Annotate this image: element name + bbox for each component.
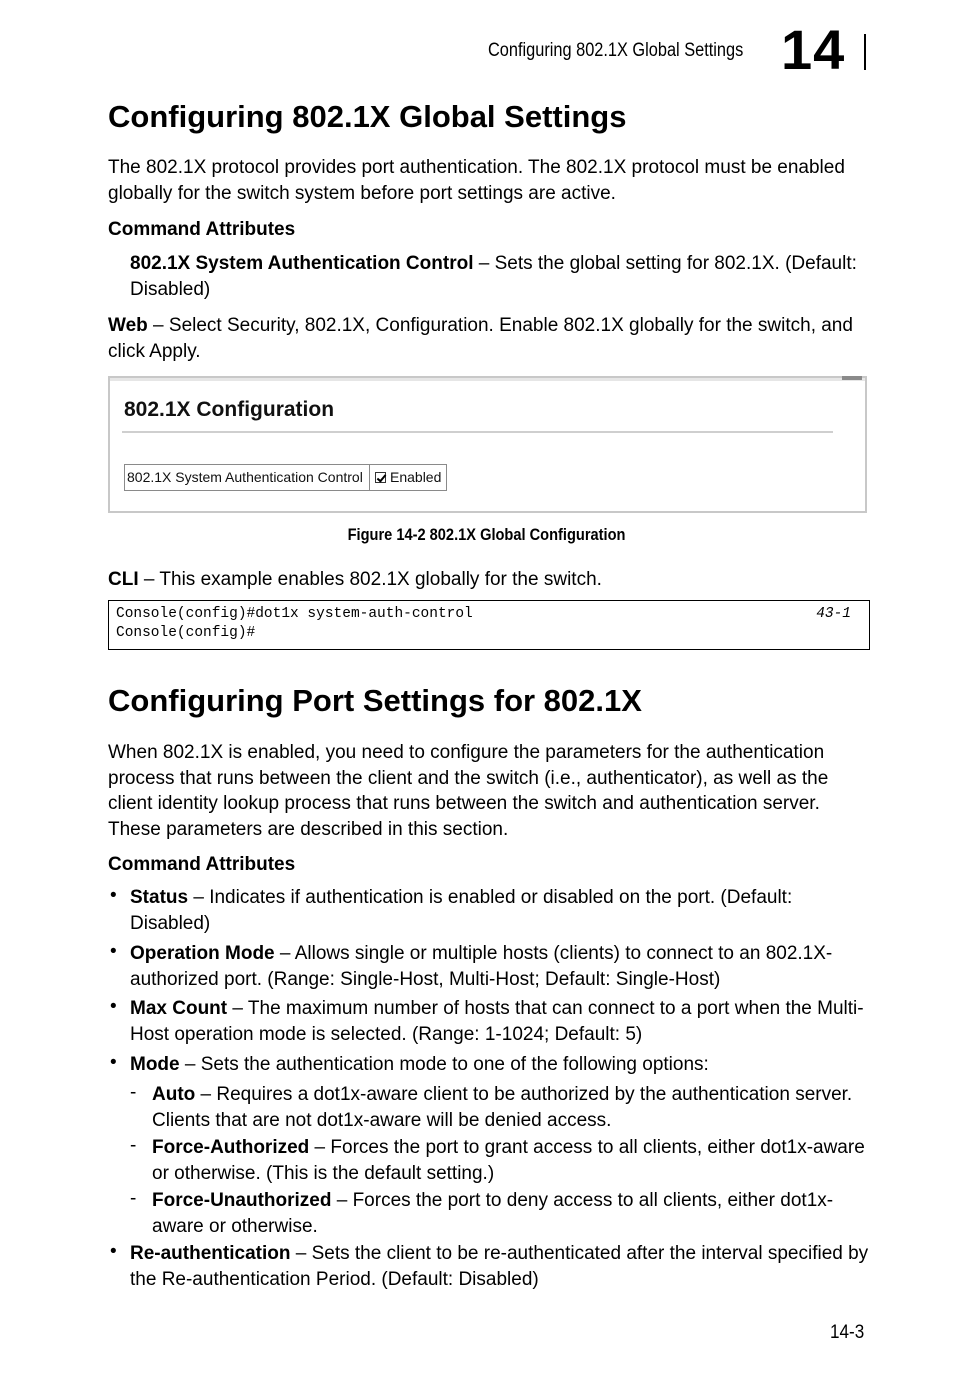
cli-code-block xyxy=(108,600,870,650)
item-term: Operation Mode xyxy=(130,943,275,964)
chapter-number: 14 xyxy=(781,18,846,81)
sub-item-term: Force-Unauthorized xyxy=(152,1190,332,1211)
list-item-operation-mode xyxy=(130,941,870,992)
cli-intro xyxy=(108,567,868,593)
figure-panel-title: 802.1X Configuration xyxy=(124,398,335,421)
sub-item-auto xyxy=(152,1082,872,1133)
item-desc: – The maximum number of hosts that can connect to a port when the Multi-Host operation mode is selected. (Range: 1-1024; Default: 5) xyxy=(130,998,864,1045)
bullet-marker: • xyxy=(110,885,117,906)
sub-item-force-authorized xyxy=(152,1135,872,1186)
sub-item-desc: – Forces the port to deny access to all clients, either dot1x-aware or otherwise. xyxy=(152,1190,834,1237)
bullet-marker: • xyxy=(110,1241,117,1262)
item-term: Mode xyxy=(130,1054,180,1075)
attribute-system-auth-control xyxy=(130,251,870,302)
sub-item-force-unauthorized xyxy=(152,1188,872,1239)
sub-item-term: Force-Authorized xyxy=(152,1137,310,1158)
list-item-status xyxy=(130,885,870,936)
web-term: Web xyxy=(108,315,148,336)
command-attributes-heading: Command Attributes xyxy=(108,219,296,240)
figure-scrollbar-stub xyxy=(842,376,862,380)
section-title-port-settings: Configuring Port Settings for 802.1X xyxy=(108,683,642,718)
attribute-term: 802.1X System Authentication Control xyxy=(130,253,474,274)
item-desc: – Indicates if authentication is enabled or disabled on the port. (Default: Disabled) xyxy=(130,887,793,934)
list-item-max-count xyxy=(130,996,870,1047)
bullet-marker: • xyxy=(110,996,117,1017)
bullet-marker: • xyxy=(110,941,117,962)
dash-marker: - xyxy=(130,1135,137,1156)
figure-panel-divider xyxy=(122,431,833,433)
web-instructions xyxy=(108,313,868,364)
list-item-re-authentication xyxy=(130,1241,870,1292)
figure-checkbox-label: Enabled xyxy=(390,469,442,485)
figure-caption-text: Figure 14-2 802.1X Global Configuration xyxy=(348,525,626,544)
item-term: Max Count xyxy=(130,998,228,1019)
attribute-desc: – Sets the global setting for 802.1X. (Default: Disabled) xyxy=(130,253,857,300)
figure-top-shade xyxy=(110,378,865,381)
sub-item-desc: – Forces the port to grant access to all clients, either dot1x-aware or otherwise. (This is the default setting.) xyxy=(152,1137,865,1184)
item-desc: – Allows single or multiple hosts (clients) to connect to an 802.1X-authorized port. (Range: Single-Host, Multi-Host; Default: Single-Host) xyxy=(130,943,833,990)
section-title-global-settings: Configuring 802.1X Global Settings xyxy=(108,99,627,134)
cli-line-2: Console(config)# xyxy=(116,625,256,641)
dash-marker: - xyxy=(130,1082,137,1103)
cli-line-1-reference: 43-1 xyxy=(816,606,851,622)
intro-paragraph-port: When 802.1X is enabled, you need to configure the parameters for the authentication process that runs between the client and the switch (i.e., authenticator), as well as the client identity lookup process that runs between the switch and authentication server. These parameters are described in this section. xyxy=(108,742,829,840)
list-item-mode xyxy=(130,1052,870,1078)
command-attributes-heading-2: Command Attributes xyxy=(108,854,296,875)
item-desc: – Sets the client to be re-authenticated after the interval specified by the Re-authentication Period. (Default: Disabled) xyxy=(130,1243,869,1290)
figure-field-label: 802.1X System Authentication Control xyxy=(124,464,370,491)
item-term: Re-authentication xyxy=(130,1243,291,1264)
chapter-divider xyxy=(864,34,866,70)
web-desc: – Select Security, 802.1X, Configuration. Enable 802.1X globally for the switch, and click Apply. xyxy=(108,315,853,362)
running-header-title: Configuring 802.1X Global Settings xyxy=(488,40,744,61)
checkbox-checked-icon[interactable] xyxy=(375,472,386,483)
cli-term: CLI xyxy=(108,569,139,590)
sub-item-desc: – Requires a dot1x-aware client to be authorized by the authentication server. Clients that are not dot1x-aware will be denied access. xyxy=(152,1084,853,1131)
bullet-marker: • xyxy=(110,1052,117,1073)
item-term: Status xyxy=(130,887,189,908)
sub-item-term: Auto xyxy=(152,1084,196,1105)
figure-screenshot-frame xyxy=(108,376,867,513)
figure-caption xyxy=(0,525,954,545)
page-number: 14-3 xyxy=(830,1322,865,1343)
item-desc: – Sets the authentication mode to one of the following options: xyxy=(179,1054,709,1075)
cli-line-1: Console(config)#dot1x system-auth-control xyxy=(116,606,473,622)
dash-marker: - xyxy=(130,1188,137,1209)
figure-enabled-checkbox[interactable] xyxy=(369,464,447,491)
cli-desc: – This example enables 802.1X globally for the switch. xyxy=(138,569,602,590)
intro-paragraph-global: The 802.1X protocol provides port authentication. The 802.1X protocol must be enabled globally for the switch system before port settings are active. xyxy=(108,157,845,204)
